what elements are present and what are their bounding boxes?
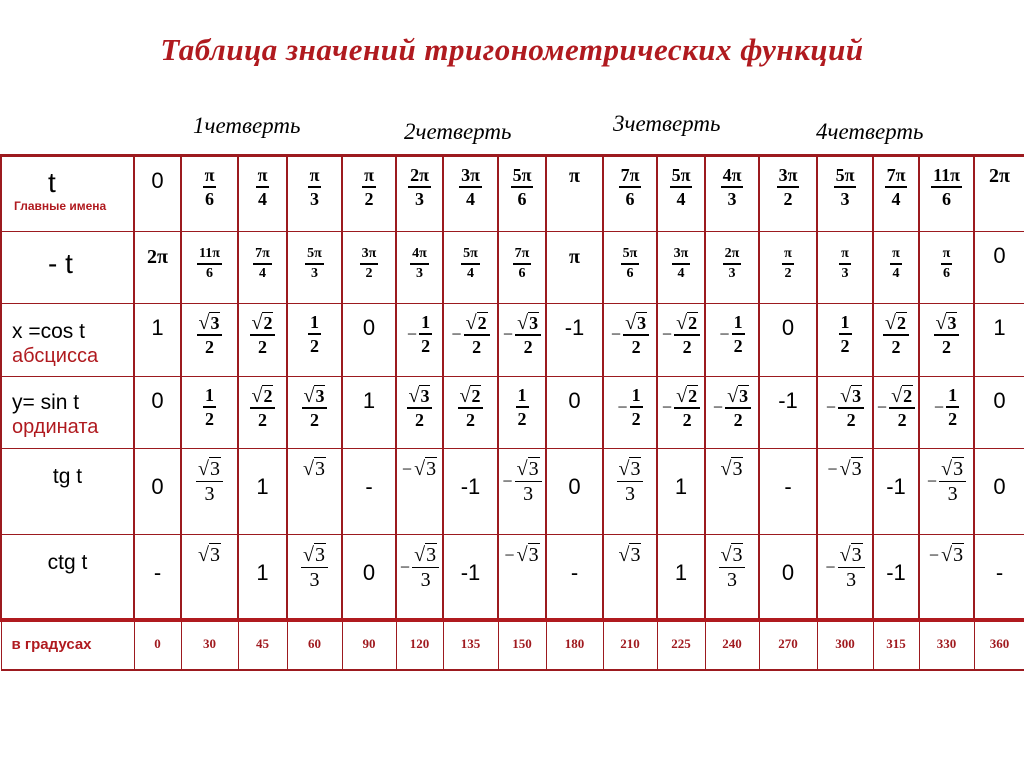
row-label-t: t [48, 167, 56, 198]
cell-sin-11 [705, 377, 759, 449]
value-text: 1 [674, 560, 688, 585]
cell-tg-7 [498, 449, 546, 535]
math-expression: $\frac{5\pi}{3}$ [307, 246, 322, 281]
math-expression: $\frac{3\pi}{2}$ [361, 246, 377, 281]
cell-nt-12 [759, 232, 817, 304]
math-expression: $\frac{4\pi}{3}$ [412, 246, 427, 281]
math-expression: − √ 2 2 [662, 312, 700, 357]
value-text: 0 [993, 474, 1006, 499]
math-expression: − √ 3 2 [826, 385, 864, 430]
row-sublabel-cos: абсцисса [12, 345, 99, 367]
cell-cos-12 [759, 304, 817, 377]
value-text: 0 [362, 315, 376, 340]
math-expression: √ 3 3 [617, 457, 644, 505]
math-expression: − √ 3 [401, 457, 437, 480]
cell-t-8 [546, 156, 603, 232]
math-expression: − √ 3 2 [611, 312, 649, 357]
row-header-neg-t [1, 232, 134, 304]
math-expression: $\frac{1}{2}$ [517, 385, 527, 429]
cell-nt-4 [342, 232, 396, 304]
math-expression: $\frac{\pi}{2}$ [784, 246, 792, 281]
cell-ctg-0 [134, 535, 181, 620]
cell-tg-8 [546, 449, 603, 535]
math-expression: − √ 2 2 [451, 312, 489, 357]
value-text: 0 [781, 315, 795, 340]
degree-value: 150 [512, 635, 532, 651]
math-expression: π [569, 165, 580, 187]
value-text: 1 [256, 474, 269, 499]
value-text: 0 [781, 560, 795, 585]
math-expression: $\frac{1}{2}$ [840, 312, 850, 356]
math-expression: $\frac{3\pi}{2}$ [778, 165, 798, 209]
cell-deg-12 [759, 620, 817, 670]
cell-cos-9 [603, 304, 657, 377]
math-expression: √ 3 3 [301, 543, 328, 591]
cell-sin-14 [873, 377, 919, 449]
math-expression: − √ 2 2 [662, 385, 700, 430]
cell-t-4 [342, 156, 396, 232]
cell-sin-9 [603, 377, 657, 449]
row-label-cos: x =cos t [12, 320, 85, 343]
math-expression: $\frac{7\pi}{4}$ [886, 165, 906, 209]
cell-t-11 [705, 156, 759, 232]
degree-value: 60 [308, 635, 321, 651]
degree-value: 210 [620, 635, 640, 651]
degree-value: 360 [989, 635, 1010, 651]
cell-sin-13 [817, 377, 873, 449]
math-expression: $\frac{7\pi}{6}$ [620, 165, 640, 209]
degree-value: 90 [362, 635, 376, 651]
quarter-2-label: 2четверть [404, 119, 512, 144]
cell-t-6 [443, 156, 498, 232]
math-expression: $\frac{5\pi}{3}$ [835, 165, 855, 209]
math-expression: $\frac{5\pi}{6}$ [622, 246, 638, 281]
cell-nt-7 [498, 232, 546, 304]
cell-sin-15 [919, 377, 974, 449]
math-expression: − $\frac{1}{2}$ [719, 312, 743, 356]
math-expression: − √ 3 [504, 543, 539, 566]
math-expression: √ 3 [618, 543, 641, 566]
cell-cos-10 [657, 304, 705, 377]
value-text: 0 [151, 388, 164, 413]
cell-deg-10 [657, 620, 705, 670]
cell-tg-3 [287, 449, 342, 535]
math-expression: $\frac{\pi}{6}$ [942, 246, 951, 281]
row-sublabel-sin: ордината [12, 416, 99, 438]
degree-value: 315 [886, 635, 906, 651]
math-expression: √ 3 [198, 543, 220, 566]
math-expression: $\frac{\pi}{2}$ [364, 165, 374, 209]
math-expression: $\frac{\pi}{3}$ [309, 165, 320, 209]
math-expression: − √ 3 3 [502, 457, 541, 505]
row-header-tg [1, 449, 134, 535]
math-expression: $\frac{1}{2}$ [310, 312, 319, 356]
row-header-ctg [1, 535, 134, 620]
cell-cos-7 [498, 304, 546, 377]
math-expression: √ 3 2 [407, 385, 433, 430]
math-expression: − √ 3 [928, 543, 964, 566]
value-text: -1 [460, 560, 481, 585]
cell-t-14 [873, 156, 919, 232]
cell-deg-8 [546, 620, 603, 670]
cell-sin-16 [974, 377, 1024, 449]
cell-tg-16 [974, 449, 1024, 535]
cell-cos-16 [974, 304, 1024, 377]
cell-tg-14 [873, 449, 919, 535]
value-text: 0 [993, 388, 1006, 413]
row-t [1, 156, 1024, 232]
cell-deg-16 [974, 620, 1024, 670]
trig-table [0, 154, 1024, 671]
cell-tg-10 [657, 449, 705, 535]
cell-deg-5 [396, 620, 443, 670]
math-expression: $\frac{3\pi}{4}$ [461, 165, 480, 209]
math-expression: π [569, 246, 580, 268]
math-expression: − √ 3 3 [825, 543, 864, 591]
value-text: 0 [362, 560, 376, 585]
cell-nt-5 [396, 232, 443, 304]
math-expression: $\frac{11\pi}{6}$ [199, 246, 220, 281]
degree-value: 240 [722, 635, 742, 651]
cell-ctg-9 [603, 535, 657, 620]
value-text: -1 [778, 388, 798, 413]
cell-nt-15 [919, 232, 974, 304]
degree-value: 270 [778, 635, 798, 651]
quarter-4-label: 4четверть [816, 119, 924, 144]
cell-tg-5 [396, 449, 443, 535]
cell-t-16 [974, 156, 1024, 232]
value-text: 0 [568, 474, 581, 499]
value-text: 1 [362, 388, 376, 413]
row-tg [1, 449, 1024, 535]
math-expression: − √ 3 3 [400, 543, 439, 591]
row-label-degrees: в градусах [11, 635, 92, 653]
cell-sin-1 [181, 377, 238, 449]
cell-tg-1 [181, 449, 238, 535]
degree-value: 330 [936, 635, 957, 651]
value-text: 0 [151, 168, 164, 193]
cell-t-15 [919, 156, 974, 232]
row-ctg [1, 535, 1024, 620]
value-text: 1 [151, 315, 164, 340]
math-expression: √ 2 2 [250, 385, 276, 430]
degree-value: 120 [409, 635, 430, 651]
cell-nt-11 [705, 232, 759, 304]
value-text: - [365, 474, 373, 499]
cell-deg-14 [873, 620, 919, 670]
row-label-sin: y= sin t [12, 391, 80, 414]
cell-ctg-10 [657, 535, 705, 620]
cell-ctg-7 [498, 535, 546, 620]
row-label-neg-t: - t [48, 248, 73, 279]
math-expression: $\frac{4\pi}{3}$ [722, 165, 742, 209]
cell-deg-13 [817, 620, 873, 670]
cell-nt-13 [817, 232, 873, 304]
cell-sin-5 [396, 377, 443, 449]
cell-cos-6 [443, 304, 498, 377]
row-cos [1, 304, 1024, 377]
value-text: - [784, 474, 792, 499]
math-expression: $\frac{\pi}{4}$ [257, 165, 268, 209]
math-expression: √ 3 2 [197, 312, 223, 357]
row-sin [1, 377, 1024, 449]
cell-t-2 [238, 156, 287, 232]
cell-nt-1 [181, 232, 238, 304]
row-header-t [1, 156, 134, 232]
math-expression: $\frac{1}{2}$ [205, 385, 214, 429]
value-text: 1 [674, 474, 688, 499]
row-degrees [1, 620, 1024, 670]
value-text: - [153, 560, 162, 585]
cell-sin-7 [498, 377, 546, 449]
cell-ctg-6 [443, 535, 498, 620]
value-text: 0 [568, 388, 581, 413]
degree-value: 45 [256, 635, 269, 651]
math-expression: √ 3 2 [934, 312, 960, 357]
quarter-1-label: 1четверть [193, 113, 301, 138]
cell-t-10 [657, 156, 705, 232]
value-text: -1 [564, 315, 585, 340]
cell-nt-2 [238, 232, 287, 304]
cell-tg-4 [342, 449, 396, 535]
cell-deg-15 [919, 620, 974, 670]
cell-deg-7 [498, 620, 546, 670]
cell-deg-9 [603, 620, 657, 670]
cell-t-9 [603, 156, 657, 232]
math-expression: $\frac{5\pi}{4}$ [463, 246, 478, 281]
cell-cos-5 [396, 304, 443, 377]
math-expression: √ 3 3 [719, 543, 746, 591]
math-expression: $\frac{\pi}{6}$ [204, 165, 215, 209]
cell-tg-13 [817, 449, 873, 535]
value-text: - [995, 560, 1004, 585]
row-header-degrees [1, 620, 134, 670]
cell-deg-11 [705, 620, 759, 670]
cell-sin-0 [134, 377, 181, 449]
row-header-cos [1, 304, 134, 377]
row-neg-t [1, 232, 1024, 304]
cell-nt-14 [873, 232, 919, 304]
degree-value: 135 [460, 635, 481, 651]
cell-ctg-5 [396, 535, 443, 620]
math-expression: − √ 2 2 [877, 385, 915, 430]
cell-sin-10 [657, 377, 705, 449]
value-text: -1 [886, 474, 906, 499]
cell-cos-8 [546, 304, 603, 377]
cell-tg-2 [238, 449, 287, 535]
cell-cos-1 [181, 304, 238, 377]
math-expression: √ 2 2 [883, 312, 909, 357]
cell-ctg-12 [759, 535, 817, 620]
value-text: 0 [151, 474, 164, 499]
quarter-3-label: 3четверть [613, 111, 721, 136]
math-expression: $\frac{\pi}{3}$ [841, 246, 849, 281]
row-label-ctg: ctg t [47, 551, 88, 574]
cell-tg-9 [603, 449, 657, 535]
row-sublabel-t: Главные имена [14, 199, 107, 213]
math-expression: 2π [147, 246, 168, 268]
math-expression: − $\frac{1}{2}$ [406, 312, 431, 356]
cell-cos-14 [873, 304, 919, 377]
cell-deg-0 [134, 620, 181, 670]
math-expression: √ 3 3 [196, 457, 223, 505]
cell-ctg-16 [974, 535, 1024, 620]
cell-nt-10 [657, 232, 705, 304]
cell-sin-8 [546, 377, 603, 449]
cell-cos-0 [134, 304, 181, 377]
cell-t-5 [396, 156, 443, 232]
cell-deg-2 [238, 620, 287, 670]
cell-sin-4 [342, 377, 396, 449]
cell-nt-6 [443, 232, 498, 304]
cell-deg-6 [443, 620, 498, 670]
cell-cos-2 [238, 304, 287, 377]
cell-nt-3 [287, 232, 342, 304]
cell-sin-6 [443, 377, 498, 449]
math-expression: − √ 3 2 [713, 385, 751, 430]
cell-tg-12 [759, 449, 817, 535]
cell-t-7 [498, 156, 546, 232]
degree-value: 180 [564, 635, 585, 651]
math-expression: $\frac{5\pi}{6}$ [512, 165, 532, 209]
cell-t-1 [181, 156, 238, 232]
row-label-tg: tg t [52, 465, 83, 488]
math-expression: − √ 3 2 [503, 312, 541, 357]
cell-cos-13 [817, 304, 873, 377]
cell-ctg-15 [919, 535, 974, 620]
value-text: -1 [886, 560, 906, 585]
cell-cos-11 [705, 304, 759, 377]
math-expression: √ 2 2 [458, 385, 484, 430]
math-expression: $\frac{2\pi}{3}$ [724, 246, 740, 281]
cell-deg-1 [181, 620, 238, 670]
cell-sin-12 [759, 377, 817, 449]
cell-cos-4 [342, 304, 396, 377]
value-text: 0 [993, 243, 1006, 268]
cell-ctg-3 [287, 535, 342, 620]
math-expression: − $\frac{1}{2}$ [617, 385, 641, 429]
value-text: 1 [256, 560, 269, 585]
math-expression: √ 2 2 [250, 312, 276, 357]
math-expression: √ 3 [303, 457, 325, 480]
row-header-sin [1, 377, 134, 449]
page-title: Таблица значений тригонометрических функций [160, 32, 864, 67]
cell-t-0 [134, 156, 181, 232]
math-expression: $\frac{2\pi}{3}$ [410, 165, 429, 209]
cell-tg-15 [919, 449, 974, 535]
math-expression: − √ 3 [827, 457, 862, 480]
cell-sin-3 [287, 377, 342, 449]
math-expression: $\frac{7\pi}{6}$ [514, 246, 530, 281]
cell-ctg-8 [546, 535, 603, 620]
cell-cos-15 [919, 304, 974, 377]
math-expression: $\frac{5\pi}{4}$ [671, 165, 691, 209]
cell-tg-6 [443, 449, 498, 535]
math-expression: $\frac{\pi}{4}$ [892, 246, 900, 281]
cell-t-12 [759, 156, 817, 232]
math-expression: − $\frac{1}{2}$ [933, 385, 958, 429]
cell-t-13 [817, 156, 873, 232]
cell-nt-16 [974, 232, 1024, 304]
math-expression: − √ 3 3 [927, 457, 966, 505]
math-expression: $\frac{3\pi}{4}$ [673, 246, 689, 281]
cell-ctg-13 [817, 535, 873, 620]
cell-ctg-11 [705, 535, 759, 620]
value-text: 1 [993, 315, 1006, 340]
value-text: - [570, 560, 579, 585]
cell-ctg-1 [181, 535, 238, 620]
degree-value: 30 [203, 635, 216, 651]
cell-ctg-14 [873, 535, 919, 620]
cell-t-3 [287, 156, 342, 232]
math-expression: 2π [989, 165, 1010, 187]
degree-value: 225 [671, 635, 691, 651]
math-expression: √ 3 2 [302, 385, 328, 430]
math-expression: $\frac{7\pi}{4}$ [255, 246, 270, 281]
cell-nt-0 [134, 232, 181, 304]
cell-deg-3 [287, 620, 342, 670]
cell-ctg-2 [238, 535, 287, 620]
math-expression: √ 3 [720, 457, 743, 480]
degree-value: 0 [154, 635, 161, 651]
cell-nt-8 [546, 232, 603, 304]
cell-tg-11 [705, 449, 759, 535]
cell-tg-0 [134, 449, 181, 535]
cell-nt-9 [603, 232, 657, 304]
value-text: -1 [460, 474, 481, 499]
cell-ctg-4 [342, 535, 396, 620]
cell-cos-3 [287, 304, 342, 377]
math-expression: $\frac{11\pi}{6}$ [933, 165, 960, 209]
cell-sin-2 [238, 377, 287, 449]
cell-deg-4 [342, 620, 396, 670]
degree-value: 300 [835, 635, 855, 651]
